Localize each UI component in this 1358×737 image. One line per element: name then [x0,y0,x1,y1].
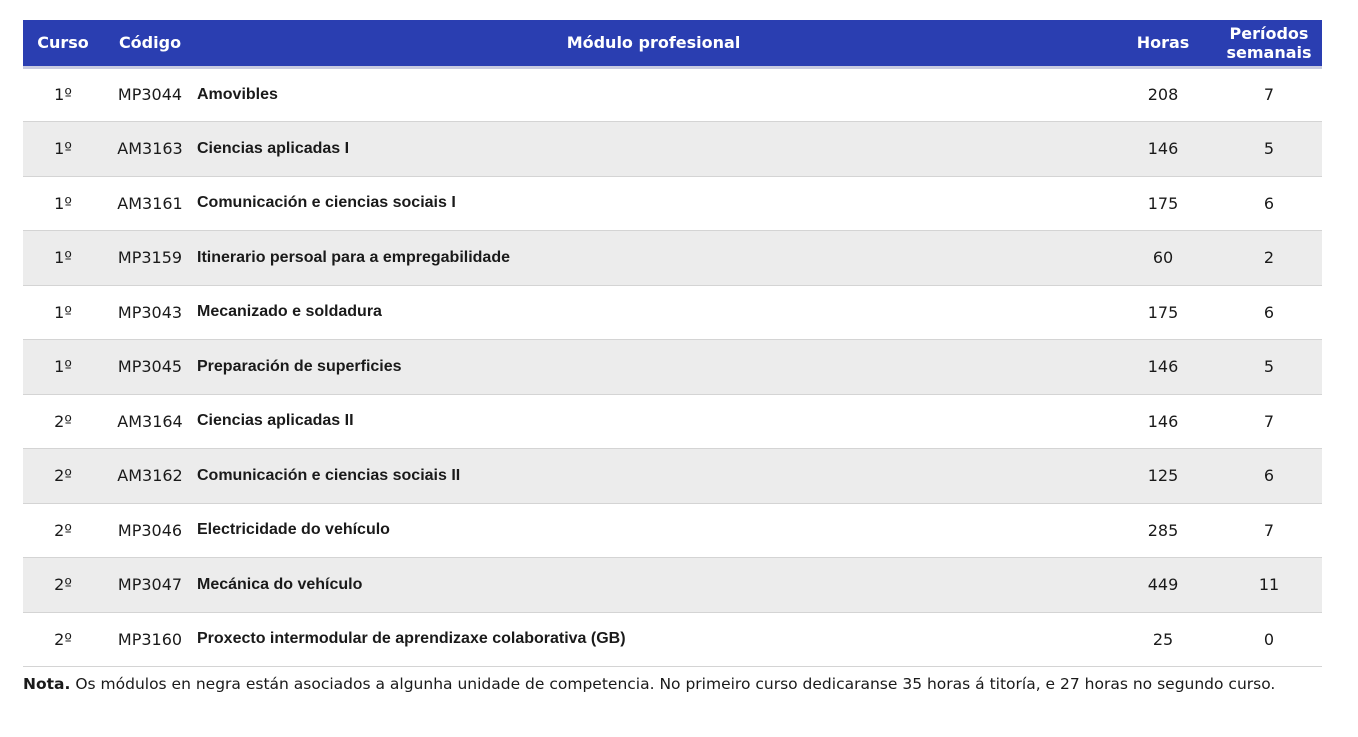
header-codigo: Código [103,20,197,67]
cell-periodos: 7 [1263,85,1275,105]
cell-curso: 2º [23,394,103,449]
cell-horas: 285 [1110,503,1216,558]
cell-horas: 208 [1147,85,1179,105]
table-row [23,285,1322,340]
cell-codigo: MP3160 [103,612,197,667]
header-horas: Horas [1110,20,1216,67]
cell-modulo: Mecánica do vehículo [197,558,1110,613]
cell-horas: 146 [1110,122,1216,177]
table-row [23,394,1322,449]
cell-curso: 2º [23,503,103,558]
cell-codigo: AM3163 [103,122,197,177]
cell-codigo: MP3045 [103,340,197,395]
header-periodos-line2: semanais [1226,42,1312,62]
cell-curso: 2º [23,612,103,667]
cell-horas: 175 [1110,176,1216,231]
cell-curso: 1º [23,176,103,231]
table-row [23,503,1322,558]
modules-table [23,20,1322,667]
cell-curso: 1º [23,285,103,340]
table-body [23,67,1322,667]
table-row [23,449,1322,504]
modules-table-container [23,20,1322,695]
cell-horas: 175 [1110,285,1216,340]
cell-modulo: Mecanizado e soldadura [197,285,1110,340]
cell-periodos: 6 [1216,285,1322,340]
cell-codigo: AM3162 [103,449,197,504]
cell-modulo: Comunicación e ciencias sociais II [197,449,1110,504]
cell-codigo: MP3044 [117,85,183,105]
note-label: Nota. [23,675,71,693]
cell-horas: 146 [1110,394,1216,449]
note-text: Os módulos en negra están asociados a algunha unidade de competencia. No primeiro curso dedicaranse 35 horas á titoría, e 27 horas no segundo curso. [70,675,1276,693]
cell-codigo: AM3161 [103,176,197,231]
cell-horas: 449 [1110,558,1216,613]
cell-codigo: MP3043 [103,285,197,340]
cell-curso: 1º [23,122,103,177]
cell-curso: 2º [23,449,103,504]
cell-periodos: 6 [1216,176,1322,231]
cell-periodos: 5 [1216,122,1322,177]
cell-modulo: Itinerario persoal para a empregabilidade [197,231,1110,286]
cell-modulo: Comunicación e ciencias sociais I [197,176,1110,231]
cell-codigo: AM3164 [103,394,197,449]
cell-periodos: 7 [1216,394,1322,449]
table-note [23,673,1322,695]
cell-codigo: MP3159 [103,231,197,286]
table-row [23,340,1322,395]
cell-codigo: MP3047 [103,558,197,613]
cell-periodos: 11 [1216,558,1322,613]
cell-periodos: 6 [1216,449,1322,504]
cell-periodos: 5 [1216,340,1322,395]
cell-periodos: 2 [1216,231,1322,286]
cell-horas: 25 [1110,612,1216,667]
cell-codigo: MP3046 [103,503,197,558]
cell-periodos: 7 [1216,503,1322,558]
cell-curso: 1º [23,231,103,286]
header-modulo: Módulo profesional [197,20,1110,67]
table-row [23,231,1322,286]
cell-horas: 60 [1110,231,1216,286]
cell-modulo: Ciencias aplicadas I [197,122,1110,177]
table-row [23,67,1322,122]
cell-modulo: Electricidade do vehículo [197,503,1110,558]
header-periodos-line1: Períodos [1229,23,1309,43]
cell-curso: 1º [23,340,103,395]
cell-modulo: Proxecto intermodular de aprendizaxe colaborativa (GB) [197,612,1110,667]
table-row [23,612,1322,667]
cell-modulo: Amovibles [197,85,278,103]
cell-periodos: 0 [1216,612,1322,667]
cell-horas: 146 [1110,340,1216,395]
cell-horas: 125 [1110,449,1216,504]
table-row [23,558,1322,613]
table-row [23,176,1322,231]
header-periodos [1216,20,1322,67]
table-header-row [23,20,1322,67]
header-curso: Curso [23,20,103,67]
cell-modulo: Preparación de superficies [197,340,1110,395]
cell-curso: 1º [54,85,72,105]
cell-curso: 2º [23,558,103,613]
cell-modulo: Ciencias aplicadas II [197,394,1110,449]
table-row [23,122,1322,177]
